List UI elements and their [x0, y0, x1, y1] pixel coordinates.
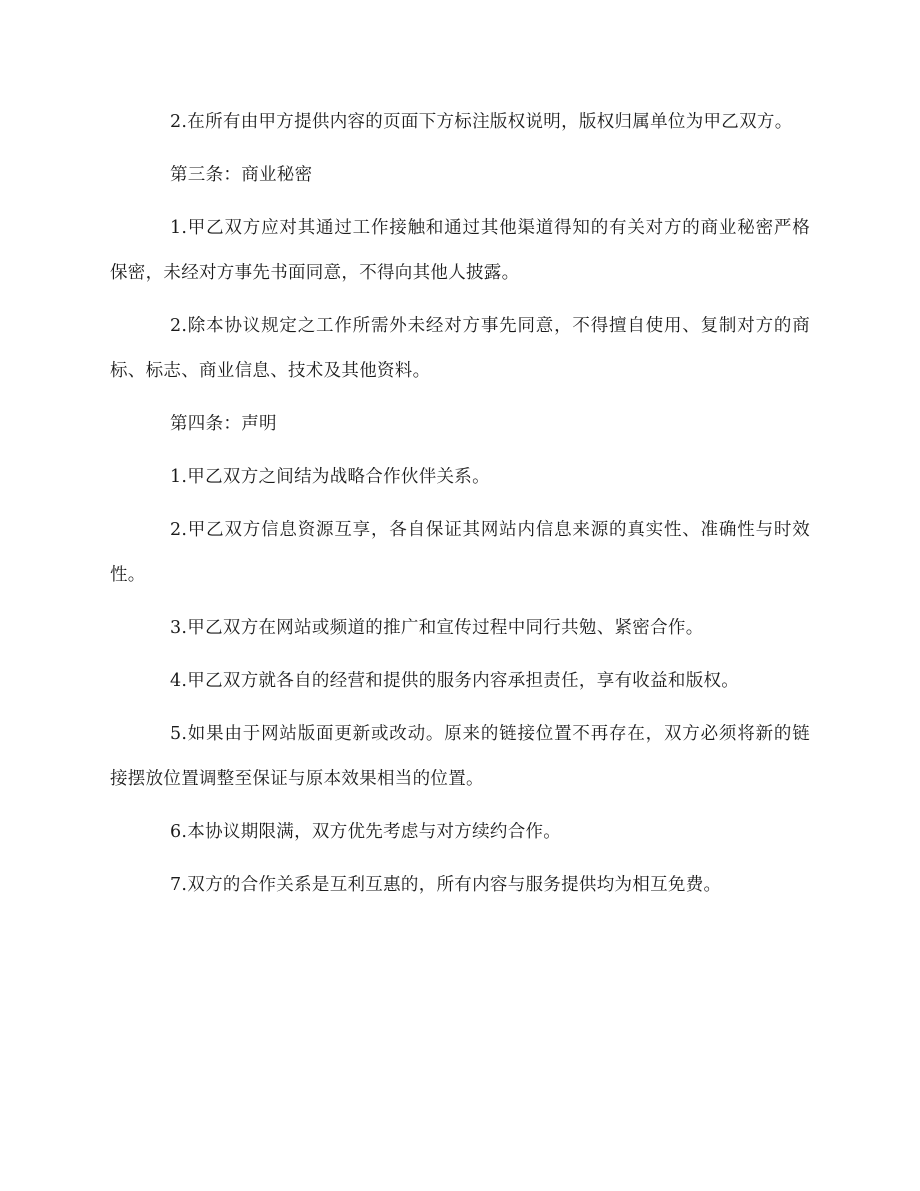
paragraph-no-unauthorized-use: 2.除本协议规定之工作所需外未经对方事先同意，不得擅自使用、复制对方的商标、标志、商业信息、技术及其他资料。	[110, 316, 810, 381]
paragraph-link-relocation: 5.如果由于网站版面更新或改动。原来的链接位置不再存在，双方必须将新的链接摆放位置调整至保证与原本效果相当的位置。	[110, 724, 810, 789]
paragraph-responsibility: 4.甲乙双方就各自的经营和提供的服务内容承担责任，享有收益和版权。	[170, 671, 740, 691]
paragraph-resource-sharing: 2.甲乙双方信息资源互享，各自保证其网站内信息来源的真实性、准确性与时效性。	[110, 520, 810, 585]
section-heading-trade-secrets: 第三条：商业秘密	[170, 165, 313, 185]
paragraph-confidentiality: 1.甲乙双方应对其通过工作接触和通过其他渠道得知的有关对方的商业秘密严格保密，未经对方事先书面同意，不得向其他人披露。	[110, 218, 810, 283]
section-heading-statement: 第四条：声明	[170, 414, 277, 434]
paragraph-mutual-benefit: 7.双方的合作关系是互利互惠的，所有内容与服务提供均为相互免费。	[170, 875, 722, 895]
paragraph-copyright-notice: 2.在所有由甲方提供内容的页面下方标注版权说明，版权归属单位为甲乙双方。	[170, 112, 793, 132]
paragraph-promotion: 3.甲乙双方在网站或频道的推广和宣传过程中同行共勉、紧密合作。	[170, 618, 704, 638]
paragraph-renewal: 6.本协议期限满，双方优先考虑与对方续约合作。	[170, 822, 562, 842]
document-body	[110, 100, 810, 916]
paragraph-partnership: 1.甲乙双方之间结为战略合作伙伴关系。	[170, 467, 490, 487]
